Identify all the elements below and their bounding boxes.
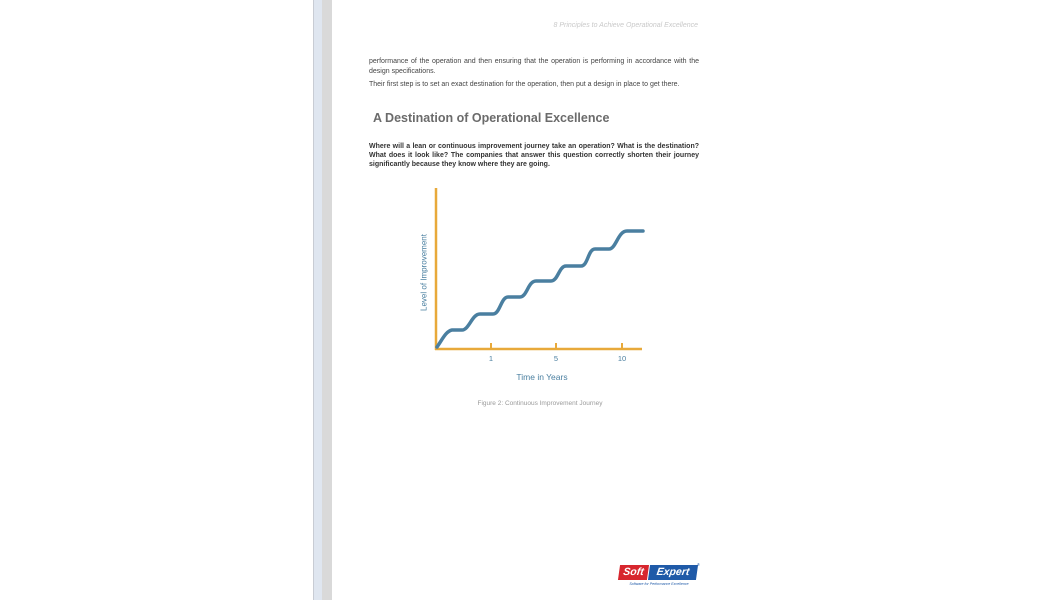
logo-tagline: Software for Performance Excellence [629,582,689,586]
running-header: 8 Principles to Achieve Operational Excellence [553,22,698,29]
figure-caption: Figure 2: Continuous Improvement Journey [477,400,603,407]
x-tick-label: 5 [553,354,559,363]
x-tick-label: 1 [488,354,494,363]
y-axis-label: Level of Improvement [419,234,429,311]
logo-soft: Soft [618,565,649,580]
section-heading: A Destination of Operational Excellence [373,111,610,125]
document-page [332,0,1050,600]
lead-paragraph: Where will a lean or continuous improvement journey take an operation? What is the destination? What does it look like? The companies that answer this question correctly shorten their journey significantly because they know where they are going. [369,143,699,168]
x-axis-label: Time in Years [516,372,568,382]
logo-expert: Expert [648,565,698,580]
viewer-frame-edge [314,0,322,600]
softexpert-logo [619,564,701,592]
body-paragraph-2: Their first step is to set an exact destination for the operation, then put a design in place to get there. [369,81,680,88]
registered-mark: ® [697,562,700,567]
viewer-frame-gutter [322,0,332,600]
x-tick-label: 10 [617,354,627,363]
body-paragraph-1: performance of the operation and then ensuring that the operation is performing in accordance with the design specifications. [369,58,699,75]
